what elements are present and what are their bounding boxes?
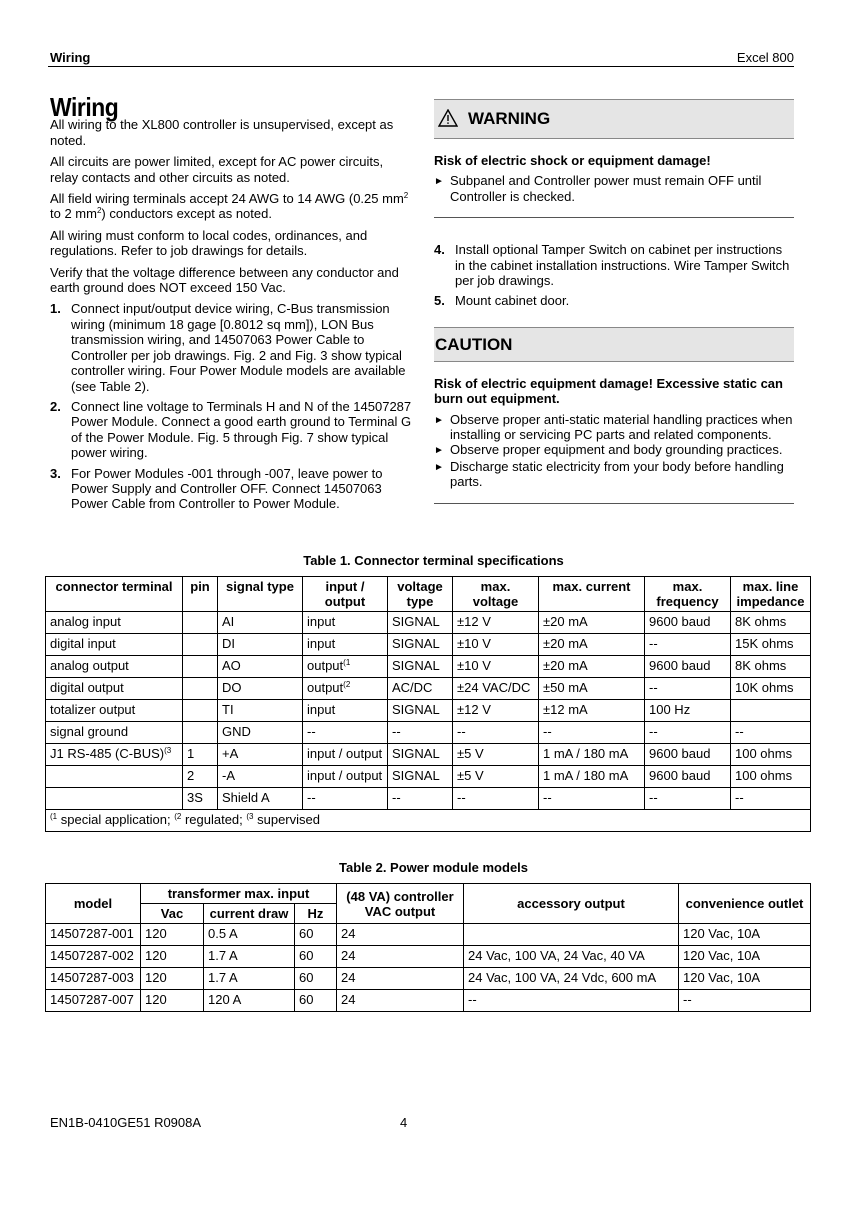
cell-text: -- [392,724,401,739]
table-cell [645,678,731,700]
table-cell [46,766,183,788]
paragraph-awg [50,191,412,222]
table-cell [46,788,183,810]
table-cell [645,700,731,722]
column-header: signal type [218,577,303,612]
table-cell: 14507287-002 [46,946,141,968]
column-header: model [46,884,141,924]
table-cell [388,612,453,634]
cell-text: ±10 V [457,636,491,651]
table-cell: 24 Vac, 100 VA, 24 Vac, 40 VA [464,946,679,968]
bullet-arrow-icon: ► [434,445,444,457]
steps-list [50,301,412,511]
cell-text: ±12 mA [543,702,588,717]
cell-text: ±24 VAC/DC [457,680,531,695]
table-cell: 120 [141,968,204,990]
step-number: 1. [50,301,61,317]
table-row [46,634,811,656]
table-cell [183,700,218,722]
list-item [434,173,794,204]
table-cell [218,722,303,744]
cell-text: input [307,702,336,717]
running-header-section: Wiring [50,50,91,65]
table-cell: 1.7 A [204,946,295,968]
table-cell [388,766,453,788]
table-cell: 24 [337,968,464,990]
paragraph-power-limited: All circuits are power limited, except for AC power circuits, relay contacts and other circuits as noted. [50,154,384,185]
table-cell [218,766,303,788]
table-cell [453,788,539,810]
list-item [434,412,794,443]
cell-text: input / output [307,768,383,783]
table-cell [731,700,811,722]
table-cell: 24 [337,990,464,1012]
table-cell [388,700,453,722]
table-cell [303,634,388,656]
cell-text: GND [222,724,251,739]
table-cell [731,634,811,656]
cell-text: ±20 mA [543,636,588,651]
table-cell [46,722,183,744]
cell-text: 1 mA / 180 mA [543,768,629,783]
cell-text: -- [649,636,658,651]
table-cell [183,766,218,788]
table-header-row [46,577,811,612]
cell-text: -A [222,768,235,783]
table-cell [303,766,388,788]
bullet-text: Subpanel and Controller power must remain OFF until Controller is checked. [450,173,762,204]
cell-text: SIGNAL [392,746,440,761]
column-header: max. line impedance [731,577,811,612]
cell-text: 2 [187,768,195,783]
table-cell: -- [464,990,679,1012]
caution-risk: Risk of electric equipment damage! Excessive static can burn out equipment. [434,375,783,407]
cell-text: output [307,680,344,695]
table-cell [183,678,218,700]
paragraph-voltage: Verify that the voltage difference between any conductor and earth ground does NOT exceed 150 Vac. [50,264,399,296]
table-cell [218,678,303,700]
awg-text-a: All field wiring terminals accept 24 AWG to 14 AWG (0.25 mm [50,191,404,207]
step-text: Mount cabinet door. [455,293,570,309]
table-cell [46,634,183,656]
table-cell [731,788,811,810]
cell-text: 100 ohms [735,746,793,761]
table-cell [303,700,388,722]
table1-title: Table 1. Connector terminal specifications [303,553,564,568]
table-row [46,744,811,766]
cell-text: DI [222,636,235,651]
cell-text: Shield A [222,790,270,805]
cell-text: -- [735,724,744,739]
table-cell [388,744,453,766]
table-row [46,612,811,634]
cell-text: SIGNAL [392,658,440,673]
table-cell [539,722,645,744]
table-cell: 60 [295,968,337,990]
table-row [46,722,811,744]
cell-text: -- [649,790,658,805]
table-cell [453,656,539,678]
left-column [50,92,412,517]
cell-text: 9600 baud [649,614,711,629]
step-text: Install optional Tamper Switch on cabinet per instructions in the cabinet installation instructions. Wire Tamper Switch per job drawings. [455,242,790,289]
column-header: pin [183,577,218,612]
footnote-text: special application; [57,812,175,827]
cell-text: J1 RS-485 (C-BUS) [50,746,165,761]
cell-text: 8K ohms [735,658,787,673]
steps-list-continued [434,242,794,309]
cell-text: ±5 V [457,768,484,783]
connector-spec-table [45,576,811,832]
table-cell: 24 Vac, 100 VA, 24 Vdc, 600 mA [464,968,679,990]
cell-text: analog output [50,658,129,673]
column-header: convenience outlet [679,884,811,924]
bullet-text: Observe proper anti-static material handling practices when installing or servicing PC parts and related components. [450,411,793,443]
bullet-arrow-icon: ► [434,461,444,473]
cell-text: analog input [50,614,121,629]
warning-end-divider [434,217,794,218]
list-item [50,399,412,461]
cell-text: -- [649,680,658,695]
column-header: connector terminal [46,577,183,612]
cell-text: 100 ohms [735,768,793,783]
step-text: For Power Modules -001 through -007, leave power to Power Supply and Controller OFF. Connect 14507063 Power Cable from Controller to Power Module. [71,465,383,512]
table-cell [183,656,218,678]
table-cell: 24 [337,924,464,946]
table-cell [539,766,645,788]
footnote-marker: (2 [343,680,351,689]
table-cell [388,722,453,744]
cell-text: ±12 V [457,702,491,717]
cell-text: signal ground [50,724,129,739]
table-row [46,990,811,1012]
awg-text-c: ) conductors except as noted. [101,206,272,222]
cell-text: 8K ohms [735,614,787,629]
cell-text: 3S [187,790,203,805]
step-text: Connect input/output device wiring, C-Bus transmission wiring (minimum 18 gage [0.8012 sq mm]), LON Bus transmission wiring, and 14507063 Power Cable to Controller per job drawings. Fig. 2 and Fig. 3 show typical controller wiring. Four Power Module models are available (see Table 2). [71,301,406,394]
table-cell: 14507287-001 [46,924,141,946]
table-row [46,656,811,678]
cell-text: -- [543,724,552,739]
list-item [50,466,412,512]
list-item [434,293,794,308]
column-header: accessory output [464,884,679,924]
table-cell [453,766,539,788]
table-cell: -- [679,990,811,1012]
caution-title: CAUTION [435,334,513,354]
table-cell [645,612,731,634]
footnote-marker: (3 [164,746,172,755]
table-cell [218,700,303,722]
footnote-text: regulated; [181,812,247,827]
table-cell [453,678,539,700]
list-item [434,459,794,490]
caution-title-bar [434,327,794,362]
table-cell [303,744,388,766]
cell-text: -- [457,790,466,805]
cell-text: ±10 V [457,658,491,673]
paragraph-local-codes: All wiring must conform to local codes, ordinances, and regulations. Refer to job drawings for details. [50,227,368,259]
table-cell [453,722,539,744]
table-cell [303,656,388,678]
cell-text: ±20 mA [543,658,588,673]
table-cell [464,924,679,946]
table-cell [539,744,645,766]
table-header-row [46,884,811,904]
table-cell [183,722,218,744]
bullet-arrow-icon: ► [434,414,444,426]
cell-text: DO [222,680,242,695]
table-cell: 120 [141,924,204,946]
table-cell [303,612,388,634]
step-number: 2. [50,398,61,414]
list-item [434,442,794,458]
table-cell [731,678,811,700]
step-text: Connect line voltage to Terminals H and N of the 14507287 Power Module. Connect a good earth ground to Terminal G of the Power Module. Fig. 5 through Fig. 7 show typical power wiring. [71,398,412,461]
table-cell [46,700,183,722]
table-cell [183,744,218,766]
footnote-text: supervised [253,812,320,827]
table-cell: 120 Vac, 10A [679,946,811,968]
table-cell [183,788,218,810]
warning-bullets [434,173,794,204]
table-cell [453,634,539,656]
cell-text: 1 mA / 180 mA [543,746,629,761]
table-cell: 120 Vac, 10A [679,924,811,946]
table-row [46,678,811,700]
table-footnote-row [46,810,811,832]
cell-text: TI [222,702,234,717]
cell-text: ±12 V [457,614,491,629]
table-cell [303,722,388,744]
awg-sup-2: 2 [96,206,102,216]
footnote-marker: (1 [343,658,351,667]
table-cell [731,612,811,634]
table-cell [218,788,303,810]
cell-text: ±50 mA [543,680,588,695]
page-number: 4 [400,1115,408,1130]
table-cell: 120 Vac, 10A [679,968,811,990]
table-cell [46,656,183,678]
cell-text: 1 [187,746,195,761]
table-cell [539,678,645,700]
table-cell: 14507287-007 [46,990,141,1012]
cell-text: input / output [307,746,383,761]
table-cell [218,634,303,656]
table-footnote [46,810,811,832]
table-cell [645,634,731,656]
table-cell [731,656,811,678]
table-cell: 60 [295,924,337,946]
page-title: Wiring [50,92,119,122]
cell-text: SIGNAL [392,636,440,651]
warning-title: WARNING [468,109,551,129]
table-cell [46,678,183,700]
right-column [434,99,794,504]
table-cell [645,722,731,744]
table-row [46,766,811,788]
cell-text: ±20 mA [543,614,588,629]
table-cell: 60 [295,946,337,968]
table-cell [183,634,218,656]
cell-text: 10K ohms [735,680,794,695]
table-cell [218,744,303,766]
table-cell [303,788,388,810]
connector-spec-body [46,612,811,832]
step-number: 5. [434,293,445,309]
running-header-product: Excel 800 [736,50,794,65]
table-cell [731,722,811,744]
cell-text: SIGNAL [392,702,440,717]
cell-text: -- [649,724,658,739]
power-module-body [46,924,811,1012]
table-cell [539,612,645,634]
cell-text: AC/DC [392,680,433,695]
table-row [46,968,811,990]
table-cell [453,612,539,634]
cell-text: AO [222,658,241,673]
table-cell [539,656,645,678]
cell-text: -- [307,790,316,805]
column-header: input / output [303,577,388,612]
cell-text: -- [307,724,316,739]
table-cell [218,612,303,634]
table-cell: 14507287-003 [46,968,141,990]
cell-text: input [307,614,336,629]
table-row [46,788,811,810]
table-cell: 120 [141,990,204,1012]
step-number: 4. [434,242,445,258]
cell-text: -- [457,724,466,739]
table-cell [731,744,811,766]
table-cell: 120 A [204,990,295,1012]
cell-text: +A [222,746,239,761]
bullet-text: Observe proper equipment and body grounding practices. [450,442,783,458]
column-header: max. voltage [453,577,539,612]
column-group-header: transformer max. input [141,884,337,904]
table-cell [539,700,645,722]
cell-text: SIGNAL [392,614,440,629]
table-row [46,946,811,968]
awg-sup-1: 2 [403,191,409,201]
cell-text: digital input [50,636,116,651]
footnote-marker: (3 [246,812,254,821]
cell-text: -- [735,790,744,805]
paragraph-unsupervised: All wiring to the XL800 controller is unsupervised, except as noted. [50,117,394,148]
cell-text: totalizer output [50,702,136,717]
warning-triangle-icon [438,109,458,129]
header-divider [48,66,794,67]
caution-end-divider [434,503,794,504]
table-row [46,700,811,722]
caution-bullets [434,412,794,490]
column-header: current draw [204,904,295,924]
table-cell: 24 [337,946,464,968]
table-cell [731,766,811,788]
awg-text-b: to 2 mm [50,206,97,222]
table-cell: 1.7 A [204,968,295,990]
table-cell [388,656,453,678]
cell-text: SIGNAL [392,768,440,783]
cell-text: 9600 baud [649,768,711,783]
table-cell [183,612,218,634]
footnote-marker: (1 [50,812,58,821]
cell-text: 9600 baud [649,746,711,761]
table-cell [539,634,645,656]
cell-text: output [307,658,344,673]
cell-text: digital output [50,680,124,695]
table-row [46,924,811,946]
table-cell: 120 [141,946,204,968]
footnote-marker: (2 [174,812,182,821]
table-cell [46,744,183,766]
table-cell [388,678,453,700]
bullet-text: Discharge static electricity from your body before handling parts. [450,458,784,490]
column-header: voltage type [388,577,453,612]
cell-text: 100 Hz [649,702,691,717]
list-item [434,242,794,288]
table-cell [453,700,539,722]
cell-text: ±5 V [457,746,484,761]
document-code: EN1B-0410GE51 R0908A [50,1115,202,1130]
warning-risk: Risk of electric shock or equipment damage! [434,153,711,168]
cell-text: AI [222,614,235,629]
step-number: 3. [50,465,61,481]
table-cell: 0.5 A [204,924,295,946]
table-cell [539,788,645,810]
column-header: max. current [539,577,645,612]
table-cell: 60 [295,990,337,1012]
column-header: Hz [295,904,337,924]
cell-text: input [307,636,336,651]
cell-text: 15K ohms [735,636,794,651]
list-item [50,301,412,393]
table2-title: Table 2. Power module models [338,860,529,875]
table-cell [303,678,388,700]
column-header: max. frequency [645,577,731,612]
column-header: Vac [141,904,204,924]
table-cell [645,788,731,810]
warning-title-bar [434,99,794,139]
table-cell [388,788,453,810]
column-header: (48 VA) controller VAC output [337,884,464,924]
cell-text: -- [543,790,552,805]
bullet-arrow-icon: ► [434,176,444,188]
cell-text: -- [392,790,401,805]
cell-text: 9600 baud [649,658,711,673]
table-cell [388,634,453,656]
table-cell [645,656,731,678]
table-cell [645,766,731,788]
table-cell [453,744,539,766]
table-cell [46,612,183,634]
power-module-table [45,883,811,1012]
table-cell [645,744,731,766]
table-cell [218,656,303,678]
